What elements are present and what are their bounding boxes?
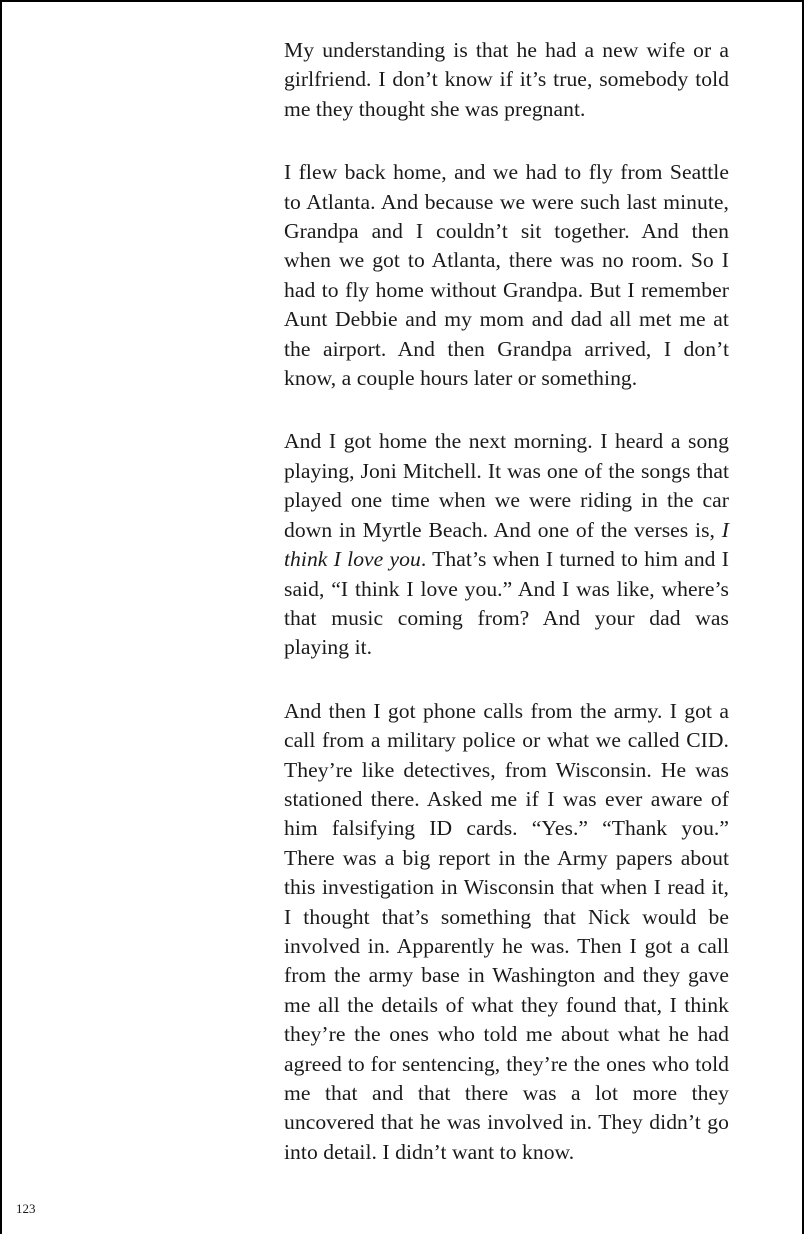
paragraph-4: And then I got phone calls from the army. I got a call from a military police or what we called CID. They’re like detectives, from Wisconsin. He was stationed there. Asked me if I was ever aware of him falsifying ID cards. “Yes.” “Thank you.” There was a big report in the Army papers about this investigation in Wisconsin that when I read it, I thought that’s something that Nick would be involved in. Apparently he was. Then I got a call from the army base in Washington and they gave me all the details of what they found that, I think they’re the ones who told me about what he had agreed to for sentencing, they’re the ones who told me that and that there was a lot more they uncovered that he was involved in. They didn’t go into detail. I didn’t want to know. [284,698,729,1164]
page-number: 123 [16,1201,36,1216]
song-lyric-italic: I think I love you [284,517,729,572]
text-column [284,36,729,1167]
paragraph-3-text-before: And I got home the next morning. I heard a song playing, Joni Mitchell. It was one of the songs that played one time when we were riding in the car down in Myrtle Beach. And one of the verses is, [284,429,729,542]
paragraph-3-text-after: . That’s when I turned to him and I said, “I think I love you.” And I was like, where’s that music coming from? And your dad was playing it. [284,547,729,660]
paragraph-2: I flew back home, and we had to fly from Seattle to Atlanta. And because we were such last minute, Grandpa and I couldn’t sit together. And then when we got to Atlanta, there was no room. So I had to fly home without Grandpa. But I remember Aunt Debbie and my mom and dad all met me at the airport. And then Grandpa arrived, I don’t know, a couple hours later or something. [284,160,729,391]
paragraph-1: My understanding is that he had a new wife or a girlfriend. I don’t know if it’s true, somebody told me they thought she was pregnant. [284,38,729,121]
paragraph-3 [284,427,729,662]
